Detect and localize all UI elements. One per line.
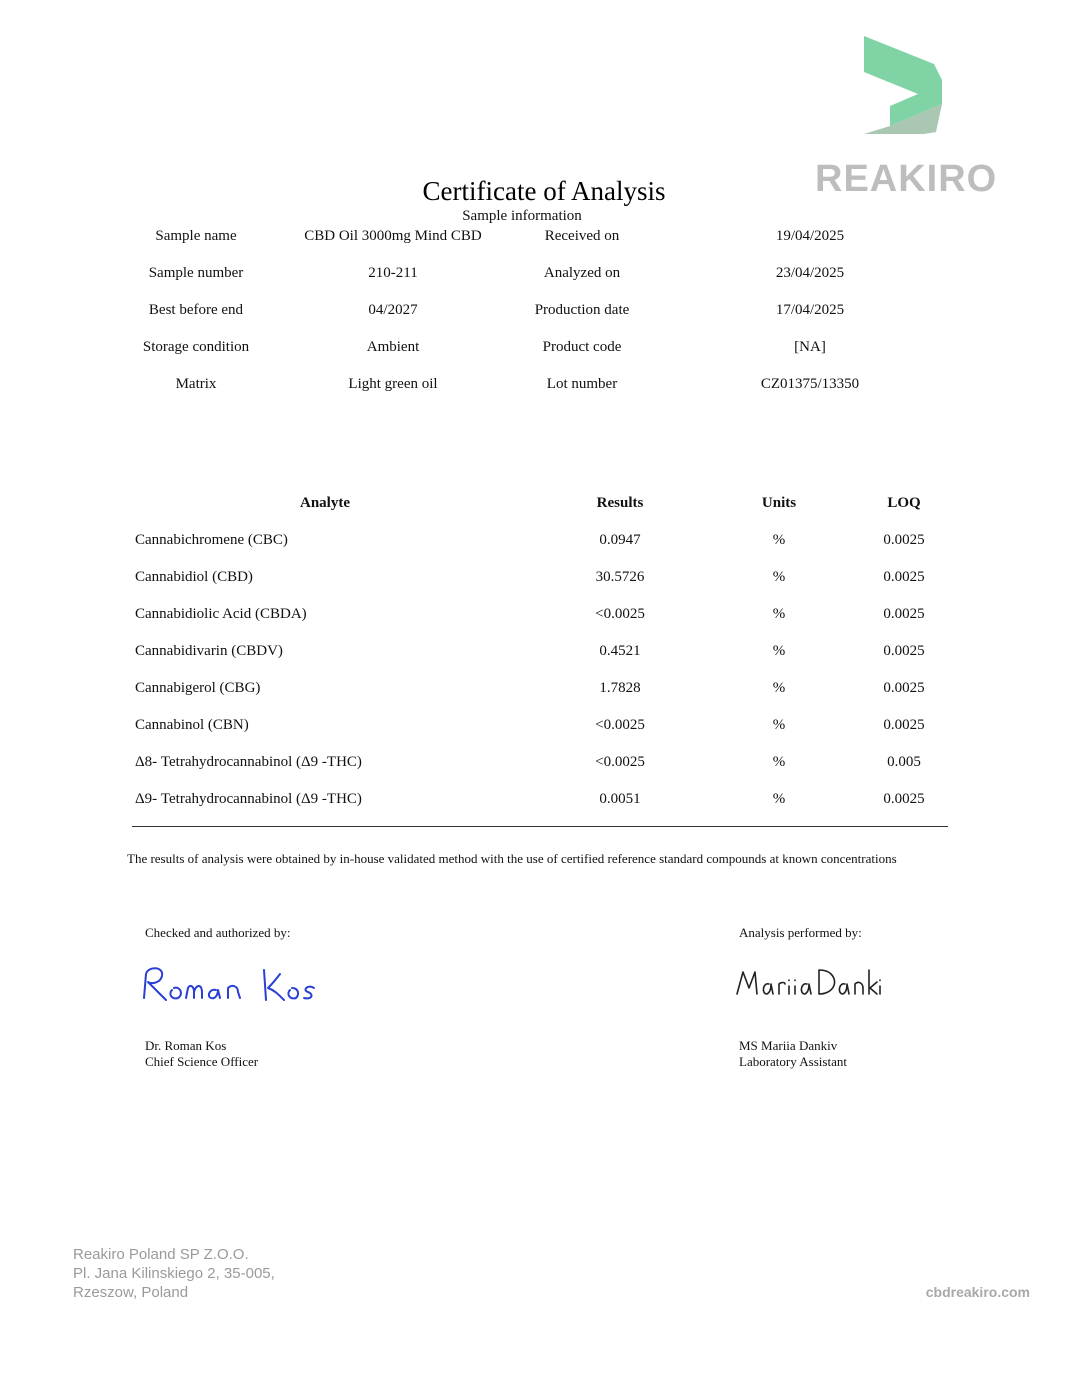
right-signature-label: Analysis performed by: — [739, 925, 862, 940]
method-note: The results of analysis were obtained by in-house validated method with the use of certified reference standard compounds at known concentrations — [127, 851, 897, 866]
logo-wordmark: REAKIRO — [815, 158, 998, 200]
info-value: [NA] — [794, 339, 826, 355]
info-value: 23/04/2025 — [775, 265, 845, 281]
info-label: Sample number — [148, 265, 244, 281]
info-value: 19/04/2025 — [775, 228, 845, 244]
analyte-name: Δ8- Tetrahydrocannabinol (Δ9 -THC) — [135, 754, 362, 770]
address-line: Reakiro Poland SP Z.O.O. — [73, 1246, 249, 1263]
company-address — [73, 1245, 275, 1302]
address-line: Rzeszow, Poland — [73, 1284, 189, 1301]
info-value: 04/2027 — [368, 302, 418, 318]
info-label: Best before end — [148, 302, 244, 318]
analyte-name: Cannabidiol (CBD) — [135, 569, 253, 585]
right-signatory-name: MS Mariia Dankiv — [739, 1038, 838, 1053]
loq-value: 0.0025 — [883, 569, 925, 585]
left-signatory-name: Dr. Roman Kos — [145, 1038, 227, 1053]
loq-value: 0.0025 — [883, 532, 925, 548]
info-label: Production date — [534, 302, 630, 318]
info-label: Lot number — [546, 376, 618, 392]
info-value: 17/04/2025 — [775, 302, 845, 318]
analyte-name: Cannabichromene (CBC) — [135, 532, 288, 548]
info-value: Ambient — [366, 339, 420, 355]
unit-value: % — [772, 532, 786, 548]
result-value: 30.5726 — [595, 569, 645, 585]
address-line: Pl. Jana Kilinskiego 2, 35-005, — [73, 1265, 275, 1282]
loq-value: 0.005 — [887, 754, 921, 770]
info-label: Product code — [542, 339, 622, 355]
header-loq: LOQ — [887, 495, 921, 511]
unit-value: % — [772, 717, 786, 733]
loq-value: 0.0025 — [883, 717, 925, 733]
info-value: 210-211 — [368, 265, 418, 281]
mariia-dankiv-signature — [733, 962, 883, 1002]
result-value: <0.0025 — [595, 754, 645, 770]
roman-kos-signature — [138, 960, 318, 1006]
result-value: 1.7828 — [599, 680, 641, 696]
unit-value: % — [772, 791, 786, 807]
unit-value: % — [772, 606, 786, 622]
info-label: Sample name — [155, 228, 237, 244]
document-title: Certificate of Analysis — [422, 176, 666, 206]
header-analyte: Analyte — [300, 495, 350, 511]
analyte-name: Cannabigerol (CBG) — [135, 680, 261, 696]
loq-value: 0.0025 — [883, 606, 925, 622]
info-value: CBD Oil 3000mg Mind CBD — [304, 228, 482, 244]
website-link[interactable]: cbdreakiro.com — [925, 1284, 1030, 1300]
right-signatory-role: Laboratory Assistant — [739, 1054, 847, 1069]
analyte-name: Δ9- Tetrahydrocannabinol (Δ9 -THC) — [135, 791, 362, 807]
info-label: Analyzed on — [543, 265, 621, 281]
result-value: 0.0947 — [599, 532, 641, 548]
loq-value: 0.0025 — [883, 680, 925, 696]
info-value: CZ01375/13350 — [760, 376, 860, 392]
result-value: 0.0051 — [599, 791, 641, 807]
left-signatory-role: Chief Science Officer — [145, 1054, 259, 1069]
reakiro-logo-icon — [862, 34, 942, 164]
result-value: <0.0025 — [595, 717, 645, 733]
analyte-name: Cannabidiolic Acid (CBDA) — [135, 606, 307, 622]
unit-value: % — [772, 754, 786, 770]
left-signature-label: Checked and authorized by: — [145, 925, 291, 940]
header-units: Units — [761, 495, 797, 511]
info-value: Light green oil — [348, 376, 438, 392]
header-results: Results — [596, 495, 644, 511]
result-value: 0.4521 — [599, 643, 641, 659]
analyte-name: Cannabinol (CBN) — [135, 717, 249, 733]
unit-value: % — [772, 569, 786, 585]
info-label: Storage condition — [142, 339, 250, 355]
info-label: Matrix — [175, 376, 217, 392]
result-value: <0.0025 — [595, 606, 645, 622]
unit-value: % — [772, 680, 786, 696]
info-label: Received on — [544, 228, 620, 244]
unit-value: % — [772, 643, 786, 659]
section-subtitle: Sample information — [462, 208, 582, 224]
analyte-name: Cannabidivarin (CBDV) — [135, 643, 283, 659]
loq-value: 0.0025 — [883, 643, 925, 659]
loq-value: 0.0025 — [883, 791, 925, 807]
table-divider — [132, 826, 948, 827]
